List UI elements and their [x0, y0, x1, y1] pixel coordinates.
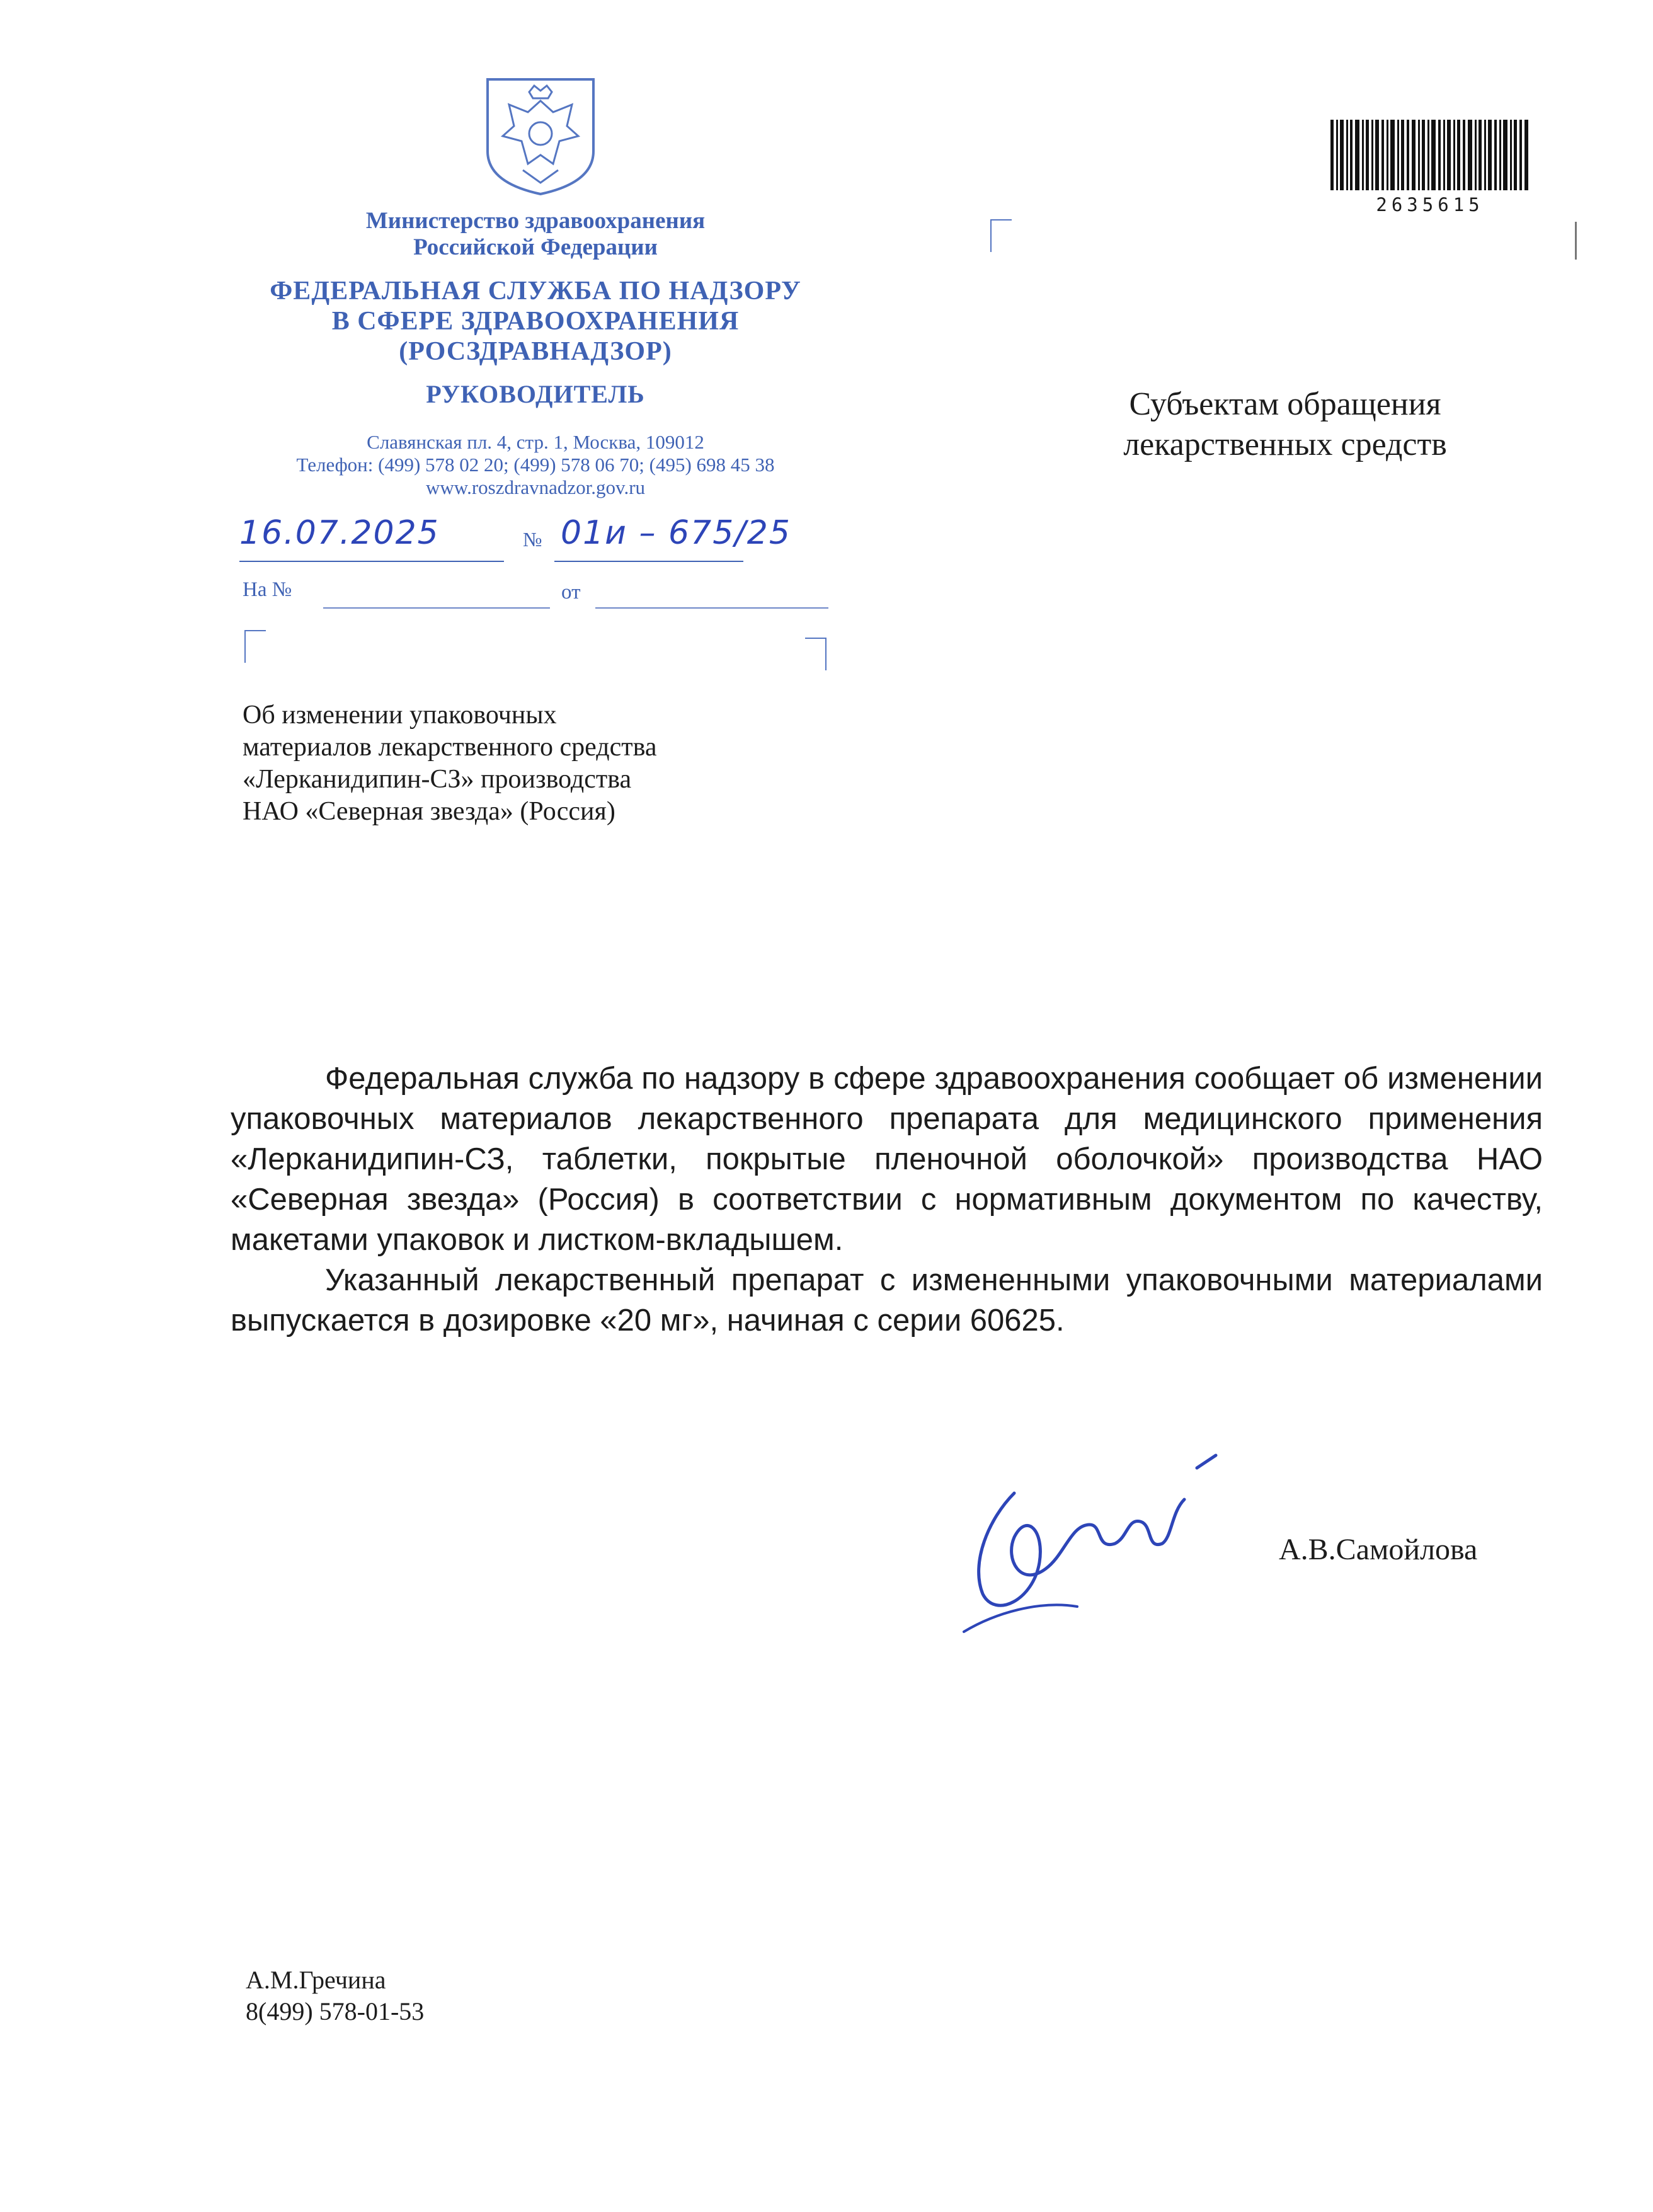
recipient-block: Субъектам обращения лекарственных средств	[1123, 386, 1447, 462]
coat-of-arms-icon	[484, 76, 597, 197]
number-underline	[554, 561, 743, 562]
registration-number: 01и – 675/25	[561, 514, 791, 552]
head-title: РУКОВОДИТЕЛЬ	[426, 380, 645, 408]
subject-corner-left	[244, 630, 266, 663]
registration-line	[239, 512, 832, 562]
ministry-name: Министерство здравоохранения Российской Федерации	[365, 208, 706, 260]
reply-from-underline	[595, 607, 828, 609]
registration-date: 16.07.2025	[239, 514, 440, 552]
executor-phone: 8(499) 578-01-53	[246, 1997, 425, 2026]
body-paragraph: Федеральная служба по надзору в сфере здравоохранения сообщает об изменении упаковочных материалов лекарственного препарата для медицинского применения «Лерканидипин-СЗ, таблетки, покрытые пленочной оболочкой» производства НАО «Северная звезда» (Россия) в соответствии с нормативным документом по качеству, макетами упаковок и листком-вкладышем.	[231, 1062, 1543, 1257]
handwritten-signature	[945, 1443, 1247, 1644]
recipient-corner-right	[1575, 222, 1577, 260]
subject-corner-right	[805, 638, 827, 670]
barcode	[1330, 120, 1531, 195]
address-block: Славянская пл. 4, стр. 1, Москва, 109012 Телефон: (499) 578 02 20; (499) 578 06 70; (495) 698 45 38 www.roszdravnadzor.gov.ru	[296, 431, 775, 498]
letter-body	[231, 1058, 1543, 1341]
reply-to-underline	[323, 607, 550, 609]
reply-reference-line	[243, 578, 835, 614]
signer-name: А.В.Самойлова	[1279, 1533, 1478, 1566]
subject-block: Об изменении упаковочных материалов лекарственного средства «Лерканидипин-СЗ» производства НАО «Северная звезда» (Россия)	[243, 701, 657, 826]
executor-block	[246, 1964, 424, 2027]
service-name: ФЕДЕРАЛЬНАЯ СЛУЖБА ПО НАДЗОРУ В СФЕРЕ ЗДРАВООХРАНЕНИЯ (РОСЗДРАВНАДЗОР)	[270, 277, 801, 366]
executor-name: А.М.Гречина	[246, 1966, 386, 1994]
recipient-corner-left	[990, 219, 1012, 252]
reply-to-label: На №	[243, 578, 292, 601]
number-sign: №	[523, 528, 542, 551]
reply-from-label: от	[561, 581, 581, 604]
body-paragraph: Указанный лекарственный препарат с измененными упаковочными материалами выпускается в дозировке «20 мг», начиная с серии 60625.	[231, 1263, 1543, 1338]
barcode-number: 2635615	[1376, 194, 1484, 215]
date-underline	[239, 561, 504, 562]
